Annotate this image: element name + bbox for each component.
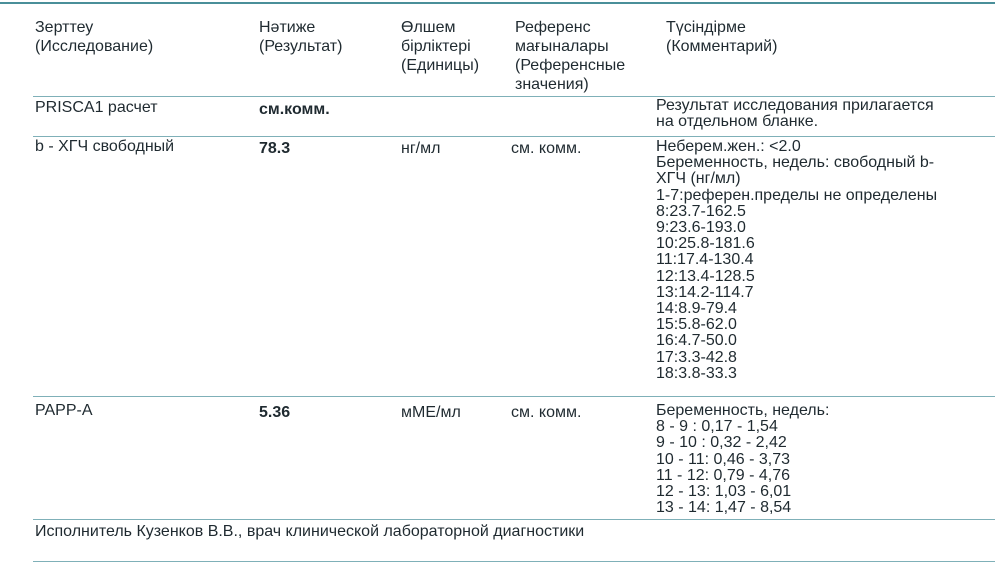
header-test: Зерттеу (Исследование) <box>35 19 154 55</box>
comment: Неберем.жен.: <2.0 Беременность, недель: свободный b- ХГЧ (нг/мл) 1-7:референ.пределы не определены 8:23.7-162.5 9:23.6-193.0 10:25.8-181.6 11:17.4-130.4 12:13.4-128.5 13:14.2-114.7 14:8.9-79.4 15:5.8-62.0 16:4.7-50.0 17:3.3-42.8 18:3.8-33.3 <box>656 138 938 382</box>
bottom-border <box>33 561 995 562</box>
units: мМЕ/мл <box>401 404 461 421</box>
reference: см. комм. <box>511 140 582 157</box>
result-value: см.комм. <box>259 101 330 118</box>
units: нг/мл <box>401 140 441 157</box>
row-divider <box>33 519 995 520</box>
top-border <box>0 2 995 4</box>
test-name: PAPP-A <box>35 402 93 419</box>
row-divider <box>33 396 995 397</box>
comment: Результат исследования прилагается на отдельном бланке. <box>656 97 934 131</box>
footer-executor: Исполнитель Кузенков В.В., врач клинической лабораторной диагностики <box>35 523 585 540</box>
header-reference: Референс мағыналары (Референсные значения) <box>515 19 626 93</box>
result-value: 78.3 <box>259 140 291 157</box>
result-value: 5.36 <box>259 404 291 421</box>
reference: см. комм. <box>511 404 582 421</box>
row-divider <box>33 136 995 137</box>
test-name: b - ХГЧ свободный <box>35 138 175 155</box>
header-result: Нәтиже (Результат) <box>259 19 343 55</box>
comment: Беременность, недель: 8 - 9 : 0,17 - 1,54 9 - 10 : 0,32 - 2,42 10 - 11: 0,46 - 3,73 11 - 12: 0,79 - 4,76 12 - 13: 1,03 - 6,01 13 - 14: 1,47 - 8,54 <box>656 402 830 517</box>
header-comment: Түсіндірме (Комментарий) <box>666 19 778 55</box>
header-units: Өлшем бірліктері (Единицы) <box>401 19 480 74</box>
test-name: PRISCA1 расчет <box>35 99 158 116</box>
